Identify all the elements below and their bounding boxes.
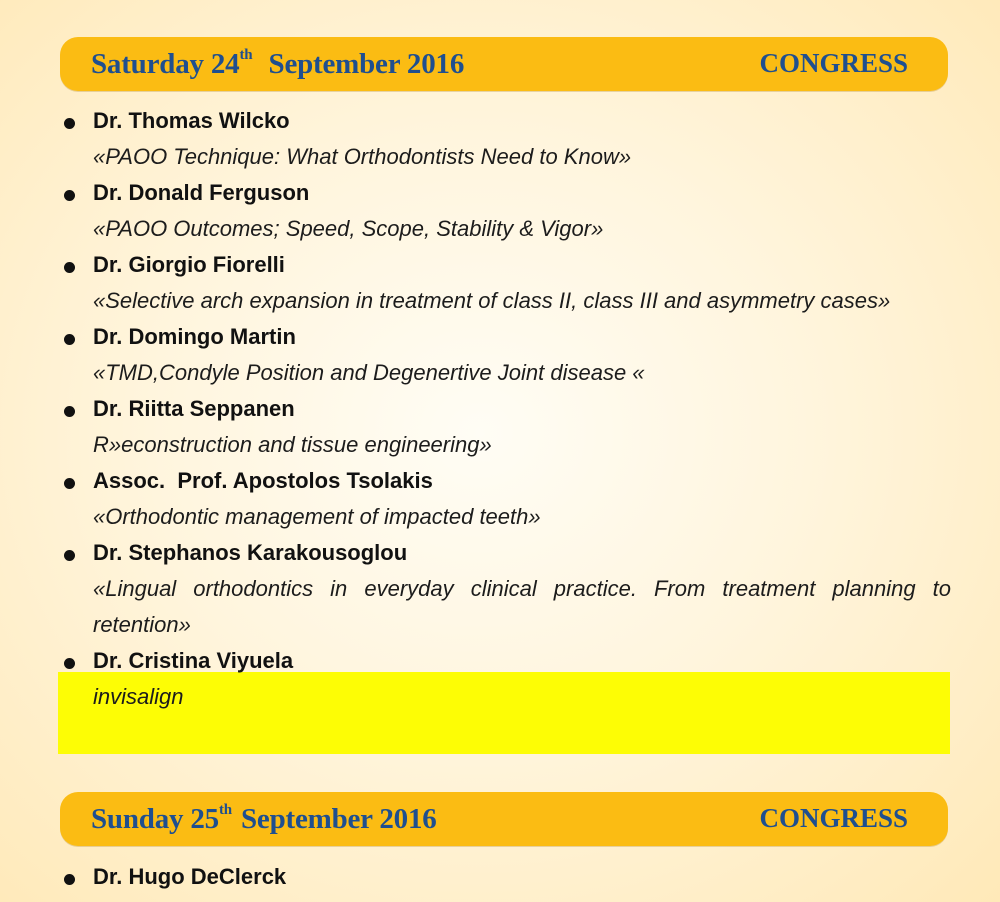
day-title [91,803,437,836]
speaker-list-sunday [0,859,1000,895]
talk-title: «Orthodontic management of impacted teeth» [93,504,541,529]
speaker-item [0,247,1000,319]
day-date: Sunday 25 [91,803,219,835]
bullet-icon [64,550,75,561]
speaker-name: Dr. Riitta Seppanen [93,396,295,421]
talk-title: R»econstruction and tissue engineering» [93,432,492,457]
bullet-icon [64,262,75,273]
bullet-icon [64,874,75,885]
day-ordinal: th [239,47,253,63]
speaker-list-saturday [0,103,1000,715]
day-header-sunday [60,792,948,846]
speaker-item-highlighted [0,643,1000,715]
talk-title: «PAOO Technique: What Orthodontists Need to Know» [93,144,632,169]
speaker-name: Assoc. Prof. Apostolos Tsolakis [93,468,433,493]
day-date: Saturday 24 [91,48,240,80]
speaker-item [0,859,1000,895]
day-ordinal: th [218,802,232,818]
speaker-name: Dr. Donald Ferguson [93,180,310,205]
day-month-year: September 2016 [240,803,437,835]
bullet-icon [64,478,75,489]
bullet-icon [64,406,75,417]
talk-title: «PAOO Outcomes; Speed, Scope, Stability & Vigor» [93,216,604,241]
speaker-item [0,175,1000,247]
speaker-name: Dr. Thomas Wilcko [93,108,290,133]
speaker-name: Dr. Domingo Martin [93,324,296,349]
day-header-saturday [60,37,948,91]
speaker-item [0,103,1000,175]
bullet-icon [64,658,75,669]
day-month-year: September 2016 [268,48,465,80]
speaker-name: Dr. Hugo DeClerck [93,864,287,889]
speaker-item [0,319,1000,391]
speaker-name: Dr. Giorgio Fiorelli [93,252,285,277]
day-tag: CONGRESS [759,803,908,833]
talk-title: «TMD,Condyle Position and Degenertive Joint disease « [93,360,645,385]
talk-title: invisalign [93,684,184,709]
day-title [91,48,464,81]
bullet-icon [64,334,75,345]
speaker-name: Dr. Cristina Viyuela [93,648,294,673]
speaker-name: Dr. Stephanos Karakousoglou [93,540,408,565]
bullet-icon [64,190,75,201]
talk-title: «Lingual orthodontics in everyday clinical practice. From treatment planning to retention» [93,576,951,637]
speaker-item [0,391,1000,463]
speaker-item [0,463,1000,535]
day-tag: CONGRESS [759,48,908,78]
speaker-item [0,535,1000,643]
talk-title: «Selective arch expansion in treatment of class II, class III and asymmetry cases» [93,288,891,313]
bullet-icon [64,118,75,129]
